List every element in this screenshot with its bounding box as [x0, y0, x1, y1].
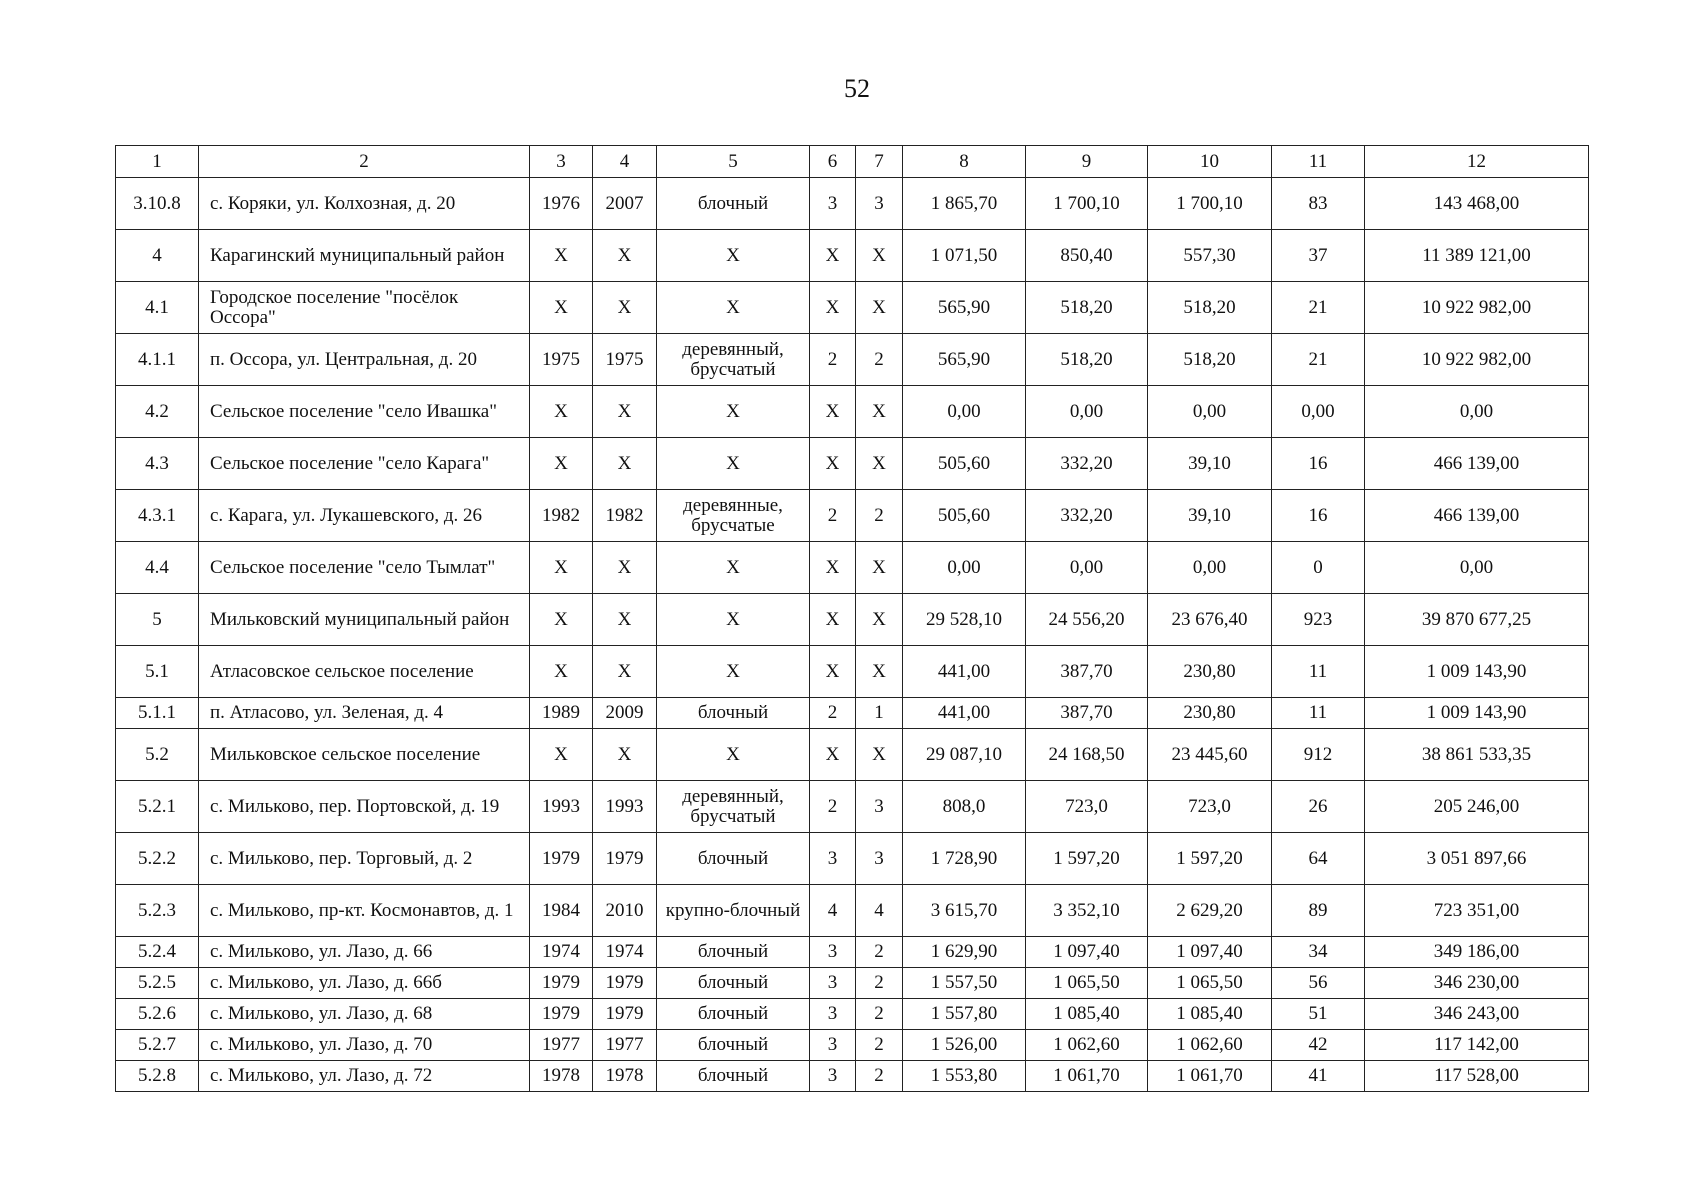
table-row — [116, 833, 1589, 885]
table-cell: 3 352,10 — [1026, 885, 1148, 937]
table-row — [116, 438, 1589, 490]
table-cell: 5.2.3 — [116, 885, 199, 937]
table-cell: 3 — [856, 781, 903, 833]
table-cell: 2 — [810, 334, 856, 386]
table-cell: 441,00 — [903, 646, 1026, 698]
address-cell: Сельское поселение "село Карага" — [199, 438, 530, 490]
table-cell: 3 — [810, 1061, 856, 1092]
table-cell: Х — [657, 542, 810, 594]
table-cell: блочный — [657, 937, 810, 968]
table-cell: блочный — [657, 999, 810, 1030]
table-cell: Х — [593, 594, 657, 646]
table-cell: 1982 — [530, 490, 593, 542]
table-cell: 10 922 982,00 — [1365, 282, 1589, 334]
table-cell: 0,00 — [1365, 542, 1589, 594]
table-cell: 11 389 121,00 — [1365, 230, 1589, 282]
table-cell: 1977 — [530, 1030, 593, 1061]
address-cell: с. Мильково, ул. Лазо, д. 70 — [199, 1030, 530, 1061]
table-cell: деревянные, брусчатые — [657, 490, 810, 542]
table-cell: блочный — [657, 833, 810, 885]
table-cell: 21 — [1272, 334, 1365, 386]
table-cell: 89 — [1272, 885, 1365, 937]
address-cell: Сельское поселение "село Ивашка" — [199, 386, 530, 438]
table-cell: 1 557,80 — [903, 999, 1026, 1030]
table-cell: блочный — [657, 698, 810, 729]
table-cell: Х — [593, 230, 657, 282]
table-cell: Х — [530, 729, 593, 781]
table-cell: 3 — [810, 178, 856, 230]
table-cell: 1 597,20 — [1148, 833, 1272, 885]
table-cell: 1 065,50 — [1026, 968, 1148, 999]
table-cell: 1 061,70 — [1148, 1061, 1272, 1092]
address-cell: с. Мильково, ул. Лазо, д. 66б — [199, 968, 530, 999]
table-cell: 230,80 — [1148, 698, 1272, 729]
table-cell: Х — [657, 438, 810, 490]
table-cell: 2010 — [593, 885, 657, 937]
table-cell: блочный — [657, 178, 810, 230]
table-cell: 346 243,00 — [1365, 999, 1589, 1030]
table-cell: 723,0 — [1148, 781, 1272, 833]
table-cell: 5.2.5 — [116, 968, 199, 999]
column-number-cell: 9 — [1026, 146, 1148, 178]
table-cell: 0,00 — [903, 542, 1026, 594]
table-cell: крупно-блочный — [657, 885, 810, 937]
table-cell: Х — [593, 542, 657, 594]
table-cell: 3 — [856, 178, 903, 230]
table-row — [116, 646, 1589, 698]
table-cell: 1 865,70 — [903, 178, 1026, 230]
table-cell: 4.3 — [116, 438, 199, 490]
column-number-cell: 2 — [199, 146, 530, 178]
table-cell: 2 — [810, 490, 856, 542]
table-cell: 1 097,40 — [1148, 937, 1272, 968]
table-cell: 1 065,50 — [1148, 968, 1272, 999]
address-cell: с. Мильково, пер. Портовской, д. 19 — [199, 781, 530, 833]
table-cell: Х — [856, 542, 903, 594]
table-cell: 1979 — [530, 968, 593, 999]
table-cell: Х — [810, 729, 856, 781]
table-cell: 3 — [810, 968, 856, 999]
table-cell: 24 168,50 — [1026, 729, 1148, 781]
table-row — [116, 178, 1589, 230]
table-cell: Х — [657, 230, 810, 282]
table-cell: 505,60 — [903, 438, 1026, 490]
table-cell: Х — [657, 646, 810, 698]
table-cell: Х — [810, 282, 856, 334]
table-cell: Х — [657, 594, 810, 646]
table-cell: 1975 — [530, 334, 593, 386]
table-cell: 1 629,90 — [903, 937, 1026, 968]
table-cell: 1974 — [593, 937, 657, 968]
address-cell: Карагинский муниципальный район — [199, 230, 530, 282]
table-cell: 808,0 — [903, 781, 1026, 833]
table-cell: Х — [810, 646, 856, 698]
table-row — [116, 885, 1589, 937]
table-cell: 2 — [856, 968, 903, 999]
table-cell: 2 — [856, 1030, 903, 1061]
table-row — [116, 386, 1589, 438]
table-cell: 518,20 — [1026, 282, 1148, 334]
table-cell: 2 — [810, 698, 856, 729]
table-cell: 1 062,60 — [1026, 1030, 1148, 1061]
table-cell: 1979 — [530, 999, 593, 1030]
table-cell: 1 700,10 — [1148, 178, 1272, 230]
table-cell: Х — [810, 438, 856, 490]
table-cell: 346 230,00 — [1365, 968, 1589, 999]
table-cell: деревянный, брусчатый — [657, 781, 810, 833]
table-cell: 3 051 897,66 — [1365, 833, 1589, 885]
table-cell: Х — [593, 646, 657, 698]
table-cell: Х — [530, 386, 593, 438]
table-row — [116, 594, 1589, 646]
table-cell: 1979 — [593, 833, 657, 885]
address-cell: п. Атласово, ул. Зеленая, д. 4 — [199, 698, 530, 729]
address-cell: с. Карага, ул. Лукашевского, д. 26 — [199, 490, 530, 542]
table-cell: Х — [530, 542, 593, 594]
table-cell: 4.1 — [116, 282, 199, 334]
table-cell: 64 — [1272, 833, 1365, 885]
table-cell: 230,80 — [1148, 646, 1272, 698]
address-cell: Сельское поселение "село Тымлат" — [199, 542, 530, 594]
table-cell: 4.4 — [116, 542, 199, 594]
table-cell: 1979 — [593, 968, 657, 999]
table-cell: 1 062,60 — [1148, 1030, 1272, 1061]
table-row — [116, 729, 1589, 781]
table-row — [116, 999, 1589, 1030]
table-cell: Х — [593, 282, 657, 334]
column-number-cell: 12 — [1365, 146, 1589, 178]
table-row — [116, 1061, 1589, 1092]
table-cell: 2009 — [593, 698, 657, 729]
table-cell: 4 — [810, 885, 856, 937]
table-cell: 466 139,00 — [1365, 490, 1589, 542]
table-cell: 5.2.6 — [116, 999, 199, 1030]
table-cell: 2 629,20 — [1148, 885, 1272, 937]
table-cell: Х — [657, 729, 810, 781]
table-cell: 565,90 — [903, 282, 1026, 334]
column-number-cell: 4 — [593, 146, 657, 178]
table-cell: блочный — [657, 1030, 810, 1061]
table-cell: 912 — [1272, 729, 1365, 781]
table-cell: 5.2 — [116, 729, 199, 781]
table-cell: 1 700,10 — [1026, 178, 1148, 230]
table-cell: 387,70 — [1026, 646, 1148, 698]
table-cell: Х — [593, 729, 657, 781]
table-cell: Х — [530, 438, 593, 490]
address-cell: с. Мильково, ул. Лазо, д. 66 — [199, 937, 530, 968]
table-cell: 332,20 — [1026, 490, 1148, 542]
table-cell: 16 — [1272, 490, 1365, 542]
table-cell: 1 — [856, 698, 903, 729]
table-cell: Х — [810, 594, 856, 646]
table-cell: 42 — [1272, 1030, 1365, 1061]
table-cell: 1979 — [593, 999, 657, 1030]
table-cell: 557,30 — [1148, 230, 1272, 282]
table-cell: Х — [856, 438, 903, 490]
table-cell: 1976 — [530, 178, 593, 230]
table-cell: 5.1.1 — [116, 698, 199, 729]
table-cell: 39,10 — [1148, 490, 1272, 542]
table-cell: 1 557,50 — [903, 968, 1026, 999]
table-cell: 4 — [116, 230, 199, 282]
table-cell: 37 — [1272, 230, 1365, 282]
table-cell: 5 — [116, 594, 199, 646]
table-cell: 10 922 982,00 — [1365, 334, 1589, 386]
column-number-cell: 10 — [1148, 146, 1272, 178]
table-cell: 441,00 — [903, 698, 1026, 729]
table-cell: 4 — [856, 885, 903, 937]
table-cell: 518,20 — [1026, 334, 1148, 386]
table-cell: 1 071,50 — [903, 230, 1026, 282]
table-cell: 5.2.7 — [116, 1030, 199, 1061]
address-cell: с. Мильково, ул. Лазо, д. 72 — [199, 1061, 530, 1092]
table-cell: 1984 — [530, 885, 593, 937]
table-cell: 143 468,00 — [1365, 178, 1589, 230]
table-cell: 11 — [1272, 646, 1365, 698]
table-cell: 2 — [856, 1061, 903, 1092]
table-cell: 1 085,40 — [1148, 999, 1272, 1030]
table-cell: 23 676,40 — [1148, 594, 1272, 646]
table-cell: 0 — [1272, 542, 1365, 594]
address-cell: Городское поселение "посёлок Оссора" — [199, 282, 530, 334]
table-cell: 1982 — [593, 490, 657, 542]
table-cell: 39 870 677,25 — [1365, 594, 1589, 646]
table-row — [116, 968, 1589, 999]
table-cell: 38 861 533,35 — [1365, 729, 1589, 781]
table-cell: 1 009 143,90 — [1365, 698, 1589, 729]
table-cell: Х — [810, 386, 856, 438]
table-cell: 5.1 — [116, 646, 199, 698]
table-cell: 51 — [1272, 999, 1365, 1030]
table-cell: 1 553,80 — [903, 1061, 1026, 1092]
table-cell: 923 — [1272, 594, 1365, 646]
table-cell: 5.2.8 — [116, 1061, 199, 1092]
table-cell: 850,40 — [1026, 230, 1148, 282]
column-number-cell: 1 — [116, 146, 199, 178]
table-cell: 1 597,20 — [1026, 833, 1148, 885]
column-number-cell: 8 — [903, 146, 1026, 178]
table-cell: 5.2.2 — [116, 833, 199, 885]
table-cell: 518,20 — [1148, 334, 1272, 386]
table-cell: 41 — [1272, 1061, 1365, 1092]
table-cell: 1 728,90 — [903, 833, 1026, 885]
table-row — [116, 698, 1589, 729]
table-cell: Х — [593, 386, 657, 438]
address-cell: с. Коряки, ул. Колхозная, д. 20 — [199, 178, 530, 230]
table-cell: Х — [856, 282, 903, 334]
column-number-cell: 6 — [810, 146, 856, 178]
table-cell: 205 246,00 — [1365, 781, 1589, 833]
table-row — [116, 1030, 1589, 1061]
table-cell: 1 526,00 — [903, 1030, 1026, 1061]
table-cell: 39,10 — [1148, 438, 1272, 490]
table-row — [116, 937, 1589, 968]
table-cell: 1 085,40 — [1026, 999, 1148, 1030]
address-cell: Мильковское сельское поселение — [199, 729, 530, 781]
table-cell: блочный — [657, 1061, 810, 1092]
table-cell: Х — [530, 230, 593, 282]
table-cell: Х — [856, 594, 903, 646]
table-cell: 117 142,00 — [1365, 1030, 1589, 1061]
table-cell: 1977 — [593, 1030, 657, 1061]
table-cell: 1993 — [593, 781, 657, 833]
column-number-row — [116, 146, 1589, 178]
column-number-cell: 3 — [530, 146, 593, 178]
table-cell: Х — [856, 386, 903, 438]
table-cell: 2 — [856, 999, 903, 1030]
table-cell: 3 — [856, 833, 903, 885]
table-row — [116, 490, 1589, 542]
table-cell: Х — [810, 230, 856, 282]
table-cell: 332,20 — [1026, 438, 1148, 490]
table-cell: 4.1.1 — [116, 334, 199, 386]
table-cell: 1989 — [530, 698, 593, 729]
housing-table — [115, 145, 1589, 1092]
table-cell: 518,20 — [1148, 282, 1272, 334]
table-cell: 1993 — [530, 781, 593, 833]
address-cell: с. Мильково, пр-кт. Космонавтов, д. 1 — [199, 885, 530, 937]
table-cell: Х — [530, 594, 593, 646]
table-cell: Х — [856, 230, 903, 282]
table-cell: 1974 — [530, 937, 593, 968]
table-cell: 1 097,40 — [1026, 937, 1148, 968]
table-cell: 16 — [1272, 438, 1365, 490]
table-cell: Х — [530, 282, 593, 334]
table-cell: Х — [810, 542, 856, 594]
table-cell: деревянный, брусчатый — [657, 334, 810, 386]
page-number: 52 — [844, 74, 870, 103]
table-cell: 117 528,00 — [1365, 1061, 1589, 1092]
table-cell: 83 — [1272, 178, 1365, 230]
table-cell: 466 139,00 — [1365, 438, 1589, 490]
table-cell: 4.3.1 — [116, 490, 199, 542]
table-row — [116, 334, 1589, 386]
address-cell: Мильковский муниципальный район — [199, 594, 530, 646]
table-cell: 29 528,10 — [903, 594, 1026, 646]
table-cell: 24 556,20 — [1026, 594, 1148, 646]
table-cell: 2 — [856, 937, 903, 968]
table-cell: 0,00 — [1026, 386, 1148, 438]
table-cell: 3 — [810, 937, 856, 968]
column-number-cell: 7 — [856, 146, 903, 178]
table-row — [116, 282, 1589, 334]
table-cell: 56 — [1272, 968, 1365, 999]
table-cell: 723,0 — [1026, 781, 1148, 833]
column-number-cell: 5 — [657, 146, 810, 178]
table-cell: 3 615,70 — [903, 885, 1026, 937]
table-cell: 0,00 — [1148, 386, 1272, 438]
table-row — [116, 781, 1589, 833]
table-cell: Х — [856, 729, 903, 781]
table-cell: 2 — [810, 781, 856, 833]
table-cell: 1978 — [593, 1061, 657, 1092]
table-cell: 3.10.8 — [116, 178, 199, 230]
address-cell: с. Мильково, пер. Торговый, д. 2 — [199, 833, 530, 885]
table-cell: 349 186,00 — [1365, 937, 1589, 968]
table-cell: блочный — [657, 968, 810, 999]
table-cell: Х — [530, 646, 593, 698]
table-cell: Х — [593, 438, 657, 490]
table-cell: 3 — [810, 999, 856, 1030]
table-cell: 0,00 — [903, 386, 1026, 438]
table-cell: 4.2 — [116, 386, 199, 438]
table-cell: 21 — [1272, 282, 1365, 334]
table-cell: 29 087,10 — [903, 729, 1026, 781]
column-number-cell: 11 — [1272, 146, 1365, 178]
table-cell: 11 — [1272, 698, 1365, 729]
address-cell: Атласовское сельское поселение — [199, 646, 530, 698]
table-cell: 505,60 — [903, 490, 1026, 542]
table-cell: Х — [657, 386, 810, 438]
table-cell: 2007 — [593, 178, 657, 230]
table-cell: 23 445,60 — [1148, 729, 1272, 781]
table-cell: 2 — [856, 334, 903, 386]
table-cell: 565,90 — [903, 334, 1026, 386]
table-cell: 2 — [856, 490, 903, 542]
table-cell: 1 061,70 — [1026, 1061, 1148, 1092]
table-cell: 387,70 — [1026, 698, 1148, 729]
table-cell: 1975 — [593, 334, 657, 386]
table-cell: 0,00 — [1148, 542, 1272, 594]
table-row — [116, 230, 1589, 282]
table-cell: 1979 — [530, 833, 593, 885]
table-cell: 1 009 143,90 — [1365, 646, 1589, 698]
table-cell: 3 — [810, 1030, 856, 1061]
table-cell: Х — [657, 282, 810, 334]
table-body — [116, 146, 1589, 1092]
table-cell: 5.2.1 — [116, 781, 199, 833]
table-cell: 0,00 — [1365, 386, 1589, 438]
address-cell: с. Мильково, ул. Лазо, д. 68 — [199, 999, 530, 1030]
table-cell: 0,00 — [1272, 386, 1365, 438]
table-cell: 3 — [810, 833, 856, 885]
table-cell: 26 — [1272, 781, 1365, 833]
table-cell: 1978 — [530, 1061, 593, 1092]
table-row — [116, 542, 1589, 594]
address-cell: п. Оссора, ул. Центральная, д. 20 — [199, 334, 530, 386]
table-cell: 723 351,00 — [1365, 885, 1589, 937]
table-cell: 5.2.4 — [116, 937, 199, 968]
table-cell: 0,00 — [1026, 542, 1148, 594]
table-cell: 34 — [1272, 937, 1365, 968]
table-cell: Х — [856, 646, 903, 698]
